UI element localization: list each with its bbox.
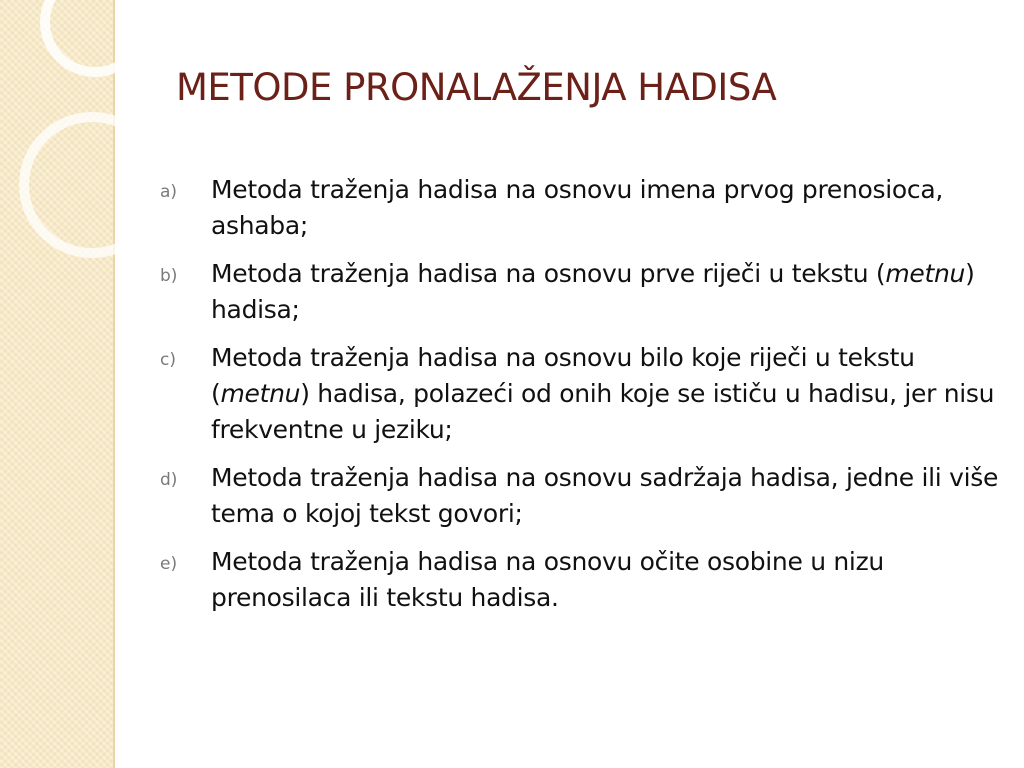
list-marker: d) (160, 470, 178, 490)
list-item-text: Metoda traženja hadisa na osnovu očite osobine u nizu prenosilaca ili tekstu hadisa. (211, 547, 884, 612)
list-item (160, 460, 1000, 532)
decorative-ring-large (45, 0, 145, 72)
list-marker: c) (160, 350, 176, 370)
list-item-text: Metoda traženja hadisa na osnovu bilo koje riječi u tekstu (metnu) hadisa, polazeći od onih koje se ističu u hadisu, jer nisu frekventne u jeziku; (211, 343, 995, 444)
list-marker: e) (160, 554, 178, 574)
italic-term: metnu (220, 379, 301, 408)
list-item (160, 172, 1000, 244)
list-item-text: Metoda traženja hadisa na osnovu sadržaja hadisa, jedne ili više tema o kojoj tekst govori; (211, 463, 999, 528)
list-item-text: Metoda traženja hadisa na osnovu prve riječi u tekstu (metnu) hadisa; (211, 259, 975, 324)
list-item (160, 340, 1000, 448)
italic-term: metnu (885, 259, 966, 288)
list-item (160, 544, 1000, 616)
method-list (160, 172, 1000, 628)
list-marker: b) (160, 266, 178, 286)
list-item-text: Metoda traženja hadisa na osnovu imena prvog prenosioca, ashaba; (211, 175, 944, 240)
decorative-ring-small (24, 117, 160, 253)
slide-title: METODE PRONALAŽENJA HADISA (176, 66, 777, 109)
list-marker: a) (160, 182, 178, 202)
list-item (160, 256, 1000, 328)
